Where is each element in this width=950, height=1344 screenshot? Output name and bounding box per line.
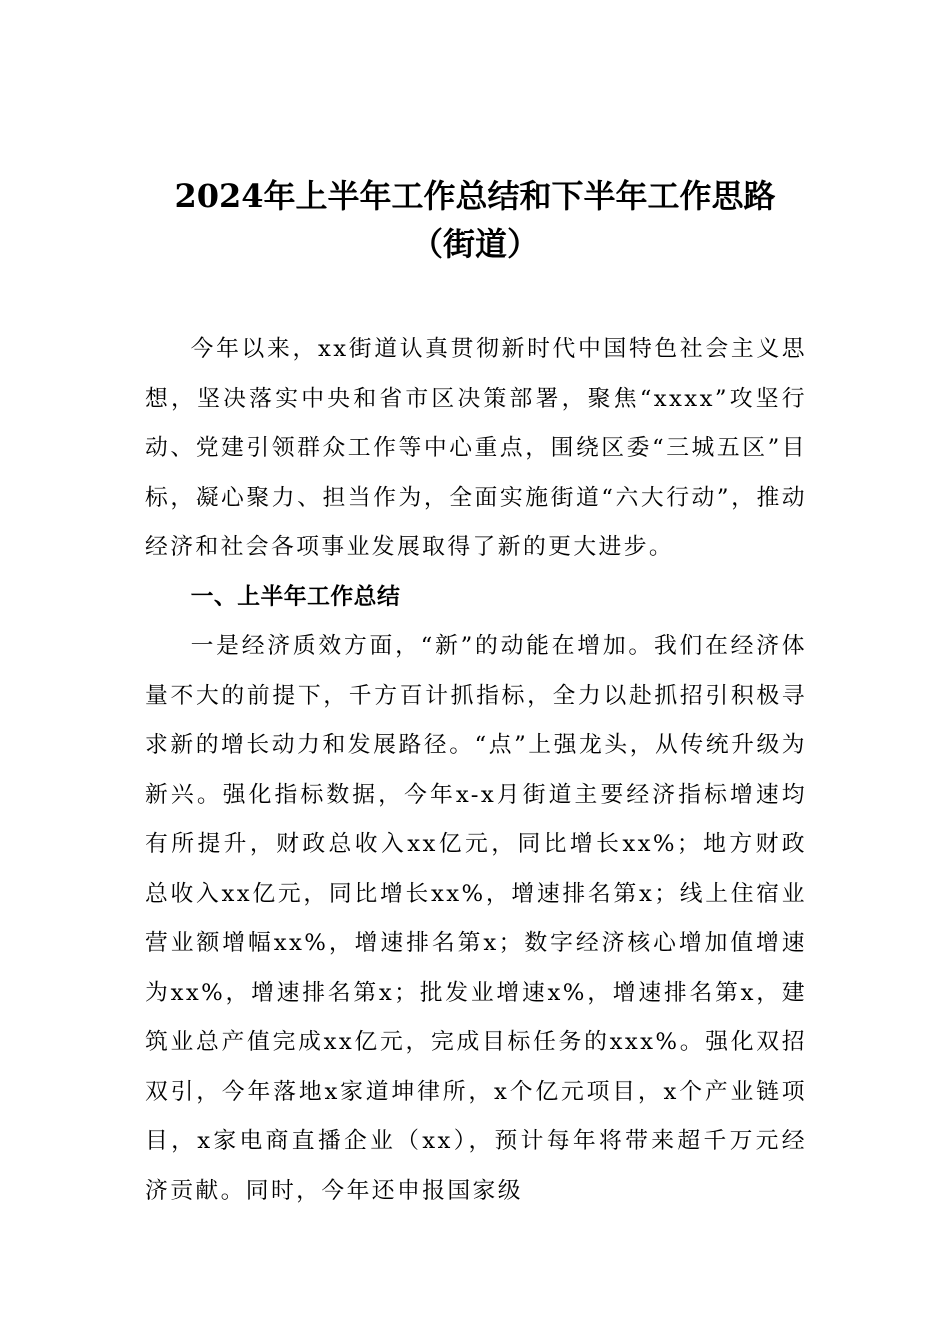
document-title — [0, 172, 950, 268]
intro-paragraph: 今年以来，xx街道认真贯彻新时代中国特色社会主义思想，坚决落实中央和省市区决策部署，聚焦“xxxx”攻坚行动、党建引领群众工作等中心重点，围绕区委“三城五区”目标，凝心聚力、担当作为，全面实施街道“六大行动”，推动经济和社会各项事业发展取得了新的更大进步。 — [145, 336, 807, 560]
section-heading: 一、上半年工作总结 — [190, 583, 401, 610]
document-body — [145, 325, 807, 1216]
title-line-main: 2024年上半年工作总结和下半年工作思路 — [174, 177, 776, 215]
section-paragraph: 一是经济质效方面，“新”的动能在增加。我们在经济体量不大的前提下，千方百计抓指标，全力以赴抓招引积极寻求新的增长动力和发展路径。“点”上强龙头，从传统升级为新兴。强化指标数据，今年x-x月街道主要经济指标增速均有所提升，财政总收入xx亿元，同比增长xx%；地方财政总收入xx亿元，同比增长xx%，增速排名第x；线上住宿业营业额增幅xx%，增速排名第x；数字经济核心增加值增速为xx%，增速排名第x；批发业增速x%，增速排名第x，建筑业总产值完成xx亿元，完成目标任务的xxx%。强化双招双引，今年落地x家道坤律所，x个亿元项目，x个产业链项目，x家电商直播企业（xx），预计每年将带来超千万元经济贡献。同时，今年还申报国家级 — [145, 633, 807, 1204]
title-line-subtitle: （街道） — [410, 225, 539, 263]
